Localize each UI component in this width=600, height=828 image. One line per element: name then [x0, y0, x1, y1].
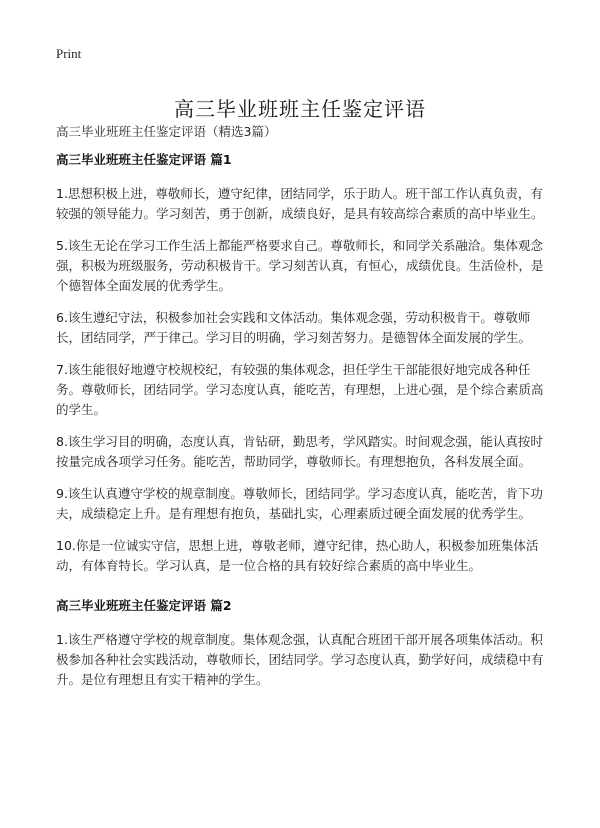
section-heading: 高三毕业班班主任鉴定评语 篇2: [56, 598, 232, 613]
paragraph: 7.该生能很好地遵守校规校纪，有较强的集体观念，担任学生干部能很好地完成各种任务。尊敬师长，团结同学。学习态度认真，能吃苦，有理想，上进心强，是个综合素质高的学生。: [56, 362, 544, 417]
paragraph: 8.该生学习目的明确，态度认真，肯钻研，勤思考，学风踏实。时间观念强，能认真按时按量完成各项学习任务。能吃苦，帮助同学，尊敬师长。有理想抱负，各科发展全面。: [56, 434, 543, 469]
paragraph: 5.该生无论在学习工作生活上都能严格要求自己。尊敬师长，和同学关系融洽。集体观念强，积极为班级服务，劳动积极肯干。学习刻苦认真，有恒心，成绩优良。生活俭朴，是个德智体全面发展的优秀学生。: [56, 238, 544, 293]
section-gap: [56, 588, 550, 596]
paragraph: 10.你是一位诚实守信，思想上进，尊敬老师，遵守纪律，热心助人，积极参加班集体活动，有体育特长。学习认真，是一位合格的具有较好综合素质的高中毕业生。: [56, 538, 539, 573]
document-content: [56, 150, 550, 702]
section-2: [56, 596, 550, 690]
print-link[interactable]: Print: [56, 46, 82, 61]
paragraph: 1.思想积极上进，尊敬师长，遵守纪律，团结同学，乐于助人。班干部工作认真负责，有较强的领导能力。学习刻苦，勇于创新，成绩良好，是具有较高综合素质的高中毕业生。: [56, 186, 544, 221]
page-title: 高三毕业班班主任鉴定评语: [174, 97, 426, 122]
paragraph: 1.该生严格遵守学校的规章制度。集体观念强，认真配合班团干部开展各项集体活动。积极参加各种社会实践活动，尊敬师长，团结同学。学习态度认真，勤学好问，成绩稳中有升。是位有理想且有实干精神的学生。: [56, 632, 544, 687]
document-subtitle: 高三毕业班班主任鉴定评语（精选3篇）: [56, 124, 277, 139]
section-heading: 高三毕业班班主任鉴定评语 篇1: [56, 152, 232, 167]
paragraph: 9.该生认真遵守学校的规章制度。尊敬师长，团结同学。学习态度认真，能吃苦，肯下功夫，成绩稳定上升。是有理想有抱负，基础扎实，心理素质过硬全面发展的优秀学生。: [56, 486, 543, 521]
paragraph: 6.该生遵纪守法，积极参加社会实践和文体活动。集体观念强，劳动积极肯干。尊敬师长，团结同学，严于律己。学习目的明确，学习刻苦努力。是德智体全面发展的学生。: [56, 310, 532, 345]
section-1: [56, 150, 550, 576]
